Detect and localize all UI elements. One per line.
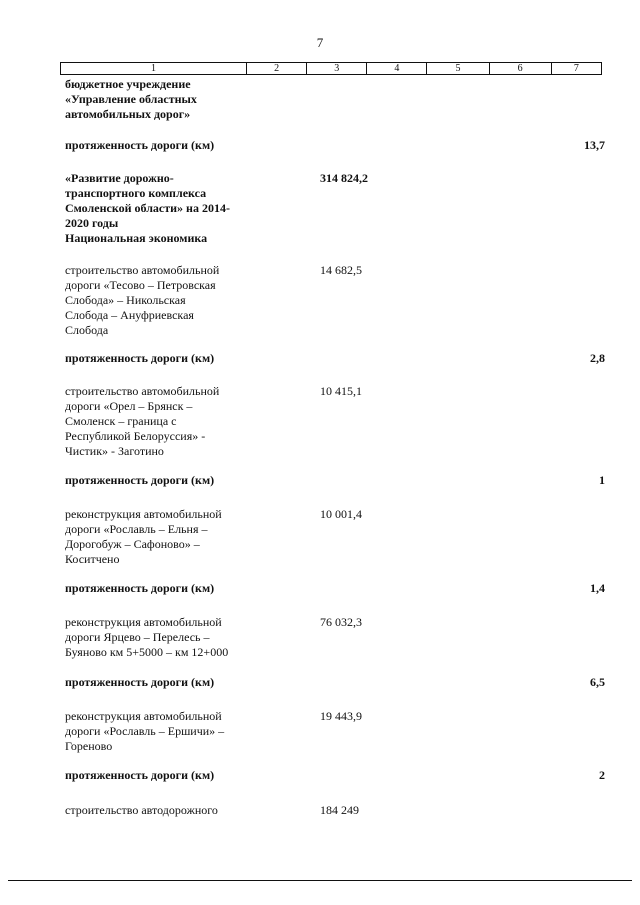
row-description: реконструкция автомобильной дороги «Рославль – Ершичи» – Гореново (65, 709, 225, 753)
header-col-1: 1 (61, 63, 247, 75)
row-description: протяженность дороги (км) (65, 581, 215, 595)
bottom-rule (8, 880, 632, 881)
row-description: бюджетное учреждение «Управление областных автомобильных дорог» (65, 77, 197, 121)
row-amount: 19 443,9 (320, 709, 362, 723)
row-description: протяженность дороги (км) (65, 351, 215, 365)
row-amount: 184 249 (320, 803, 359, 817)
row-amount: 314 824,2 (320, 171, 368, 185)
header-col-5: 5 (427, 63, 489, 75)
row-description: протяженность дороги (км) (65, 473, 215, 487)
row-length-value: 2,8 (590, 351, 605, 365)
row-description: протяженность дороги (км) (65, 675, 215, 689)
row-length-value: 2 (599, 768, 605, 782)
row-amount: 10 001,4 (320, 507, 362, 521)
row-description: протяженность дороги (км) (65, 768, 215, 782)
row-amount: 76 032,3 (320, 615, 362, 629)
header-col-7: 7 (551, 63, 601, 75)
row-length-value: 1,4 (590, 581, 605, 595)
header-col-6: 6 (489, 63, 551, 75)
row-description: протяженность дороги (км) (65, 138, 215, 152)
row-length-value: 6,5 (590, 675, 605, 689)
header-col-4: 4 (367, 63, 427, 75)
row-description: строительство автомобильной дороги «Орел – Брянск – Смоленск – граница с Республикой Белоруссия» - Чистик» - Заготино (65, 384, 220, 458)
row-description: строительство автодорожного (65, 803, 218, 817)
row-description: реконструкция автомобильной дороги Ярцево – Перелесь – Буяново км 5+5000 – км 12+000 (65, 615, 229, 659)
header-col-3: 3 (307, 63, 367, 75)
row-description: строительство автомобильной дороги «Тесово – Петровская Слобода» – Никольская Слобода – Ануфриевская Слобода (65, 263, 220, 337)
column-numbers-header (60, 62, 602, 75)
row-description: реконструкция автомобильной дороги «Рославль – Ельня – Дорогобуж – Сафоново» – Коситчено (65, 507, 222, 566)
header-col-2: 2 (247, 63, 307, 75)
page-number: 7 (316, 35, 324, 50)
row-length-value: 1 (599, 473, 605, 487)
row-description: «Развитие дорожно- транспортного комплекса Смоленской области» на 2014- 2020 годы Национальная экономика (65, 171, 230, 245)
row-amount: 14 682,5 (320, 263, 362, 277)
row-amount: 10 415,1 (320, 384, 362, 398)
row-length-value: 13,7 (584, 138, 605, 152)
